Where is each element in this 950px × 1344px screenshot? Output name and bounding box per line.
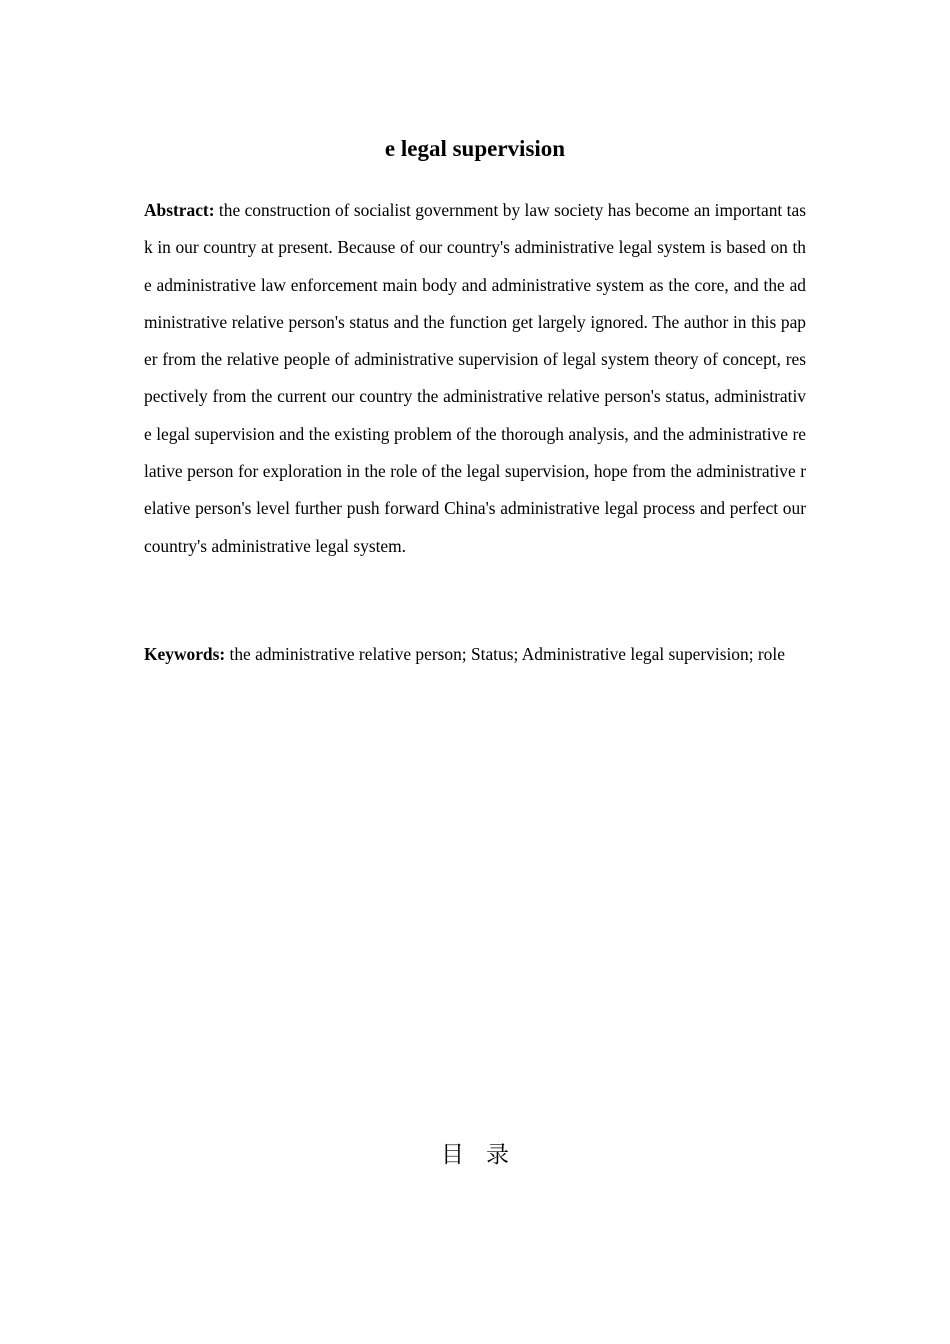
abstract-paragraph xyxy=(144,192,806,565)
keywords-text: the administrative relative person; Status; Administrative legal supervision; role xyxy=(225,644,785,664)
keywords-paragraph xyxy=(144,636,806,673)
table-of-contents-heading: 目录 xyxy=(441,1142,531,1168)
abstract-text: the construction of socialist government by law society has become an important task in our country at present. Because of our country's administrative legal system is based on the administrative law enforcement main body and administrative system as the core, and the administrative relative person's status and the function get largely ignored. The author in this paper from the relative people of administrative supervision of legal system theory of concept, respectively from the current our country the administrative relative person's status, administrative legal supervision and the existing problem of the thorough analysis, and the administrative relative person for exploration in the role of the legal supervision, hope from the administrative relative person's level further push forward China's administrative legal process and perfect our country's administrative legal system. xyxy=(144,200,806,556)
document-title: e legal supervision xyxy=(384,136,566,161)
abstract-label: Abstract: xyxy=(144,200,215,220)
keywords-label: Keywords: xyxy=(144,644,226,664)
